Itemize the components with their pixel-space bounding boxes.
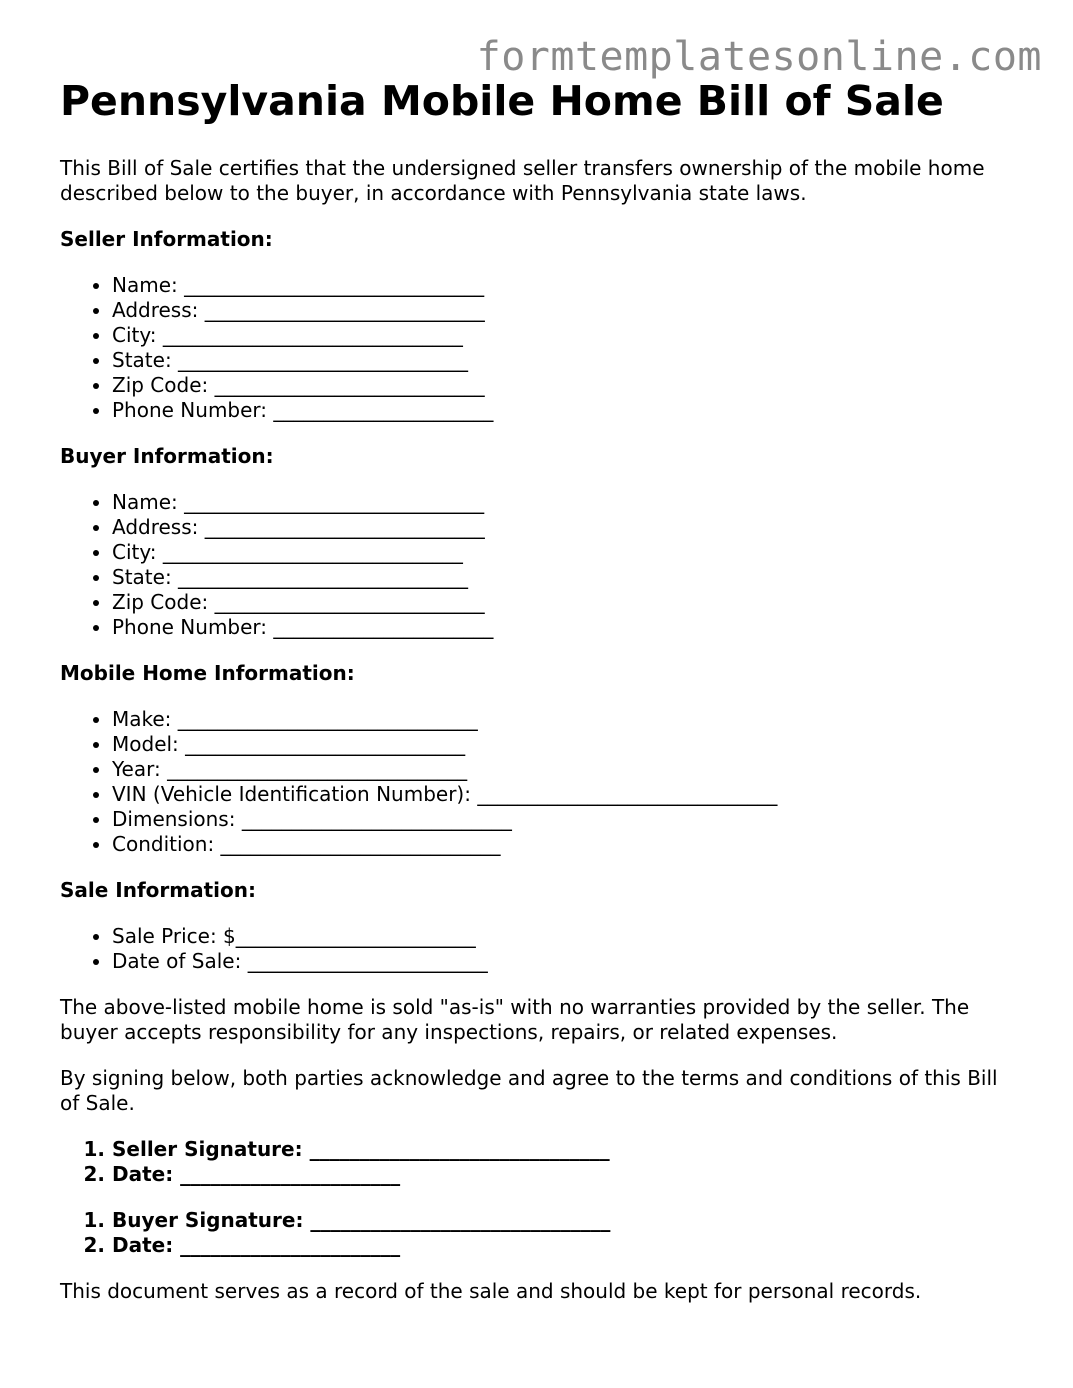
- seller-signature-list: [60, 1137, 1020, 1187]
- sale-price-field[interactable]: • Sale Price: $________________________: [112, 924, 1020, 949]
- intro-paragraph: This Bill of Sale certifies that the undersigned seller transfers ownership of the mobile home described below to the buyer, in accordance with Pennsylvania state laws.: [60, 156, 985, 205]
- seller-zip-field[interactable]: • Zip Code: ___________________________: [112, 373, 1020, 398]
- seller-fields-list: [60, 273, 1020, 423]
- sale-section-heading: Sale Information:: [60, 878, 256, 902]
- page-title: Pennsylvania Mobile Home Bill of Sale: [60, 77, 944, 125]
- buyer-signature-list: [60, 1208, 1020, 1258]
- buyer-name-field[interactable]: • Name: ______________________________: [112, 490, 1020, 515]
- buyer-zip-field[interactable]: • Zip Code: ___________________________: [112, 590, 1020, 615]
- seller-state-field[interactable]: • State: _____________________________: [112, 348, 1020, 373]
- condition-field[interactable]: • Condition: ____________________________: [112, 832, 1020, 857]
- as-is-paragraph: The above-listed mobile home is sold "as-is" with no warranties provided by the seller. The buyer accepts responsibility for any inspections, repairs, or related expenses.: [60, 995, 970, 1044]
- buyer-section-heading: Buyer Information:: [60, 444, 274, 468]
- mobile-home-section-heading: Mobile Home Information:: [60, 661, 355, 685]
- seller-section-heading: Seller Information:: [60, 227, 273, 251]
- seller-phone-field[interactable]: • Phone Number: ______________________: [112, 398, 1020, 423]
- seller-city-field[interactable]: • City: ______________________________: [112, 323, 1020, 348]
- buyer-city-field[interactable]: • City: ______________________________: [112, 540, 1020, 565]
- buyer-date-field[interactable]: 2. Date: ______________________: [112, 1233, 1020, 1258]
- year-field[interactable]: • Year: ______________________________: [112, 757, 1020, 782]
- buyer-signature-field[interactable]: 1. Buyer Signature: ______________________________: [112, 1208, 1020, 1233]
- seller-date-field[interactable]: 2. Date: ______________________: [112, 1162, 1020, 1187]
- buyer-address-field[interactable]: • Address: ____________________________: [112, 515, 1020, 540]
- buyer-phone-field[interactable]: • Phone Number: ______________________: [112, 615, 1020, 640]
- seller-name-field[interactable]: • Name: ______________________________: [112, 273, 1020, 298]
- sale-fields-list: [60, 924, 1020, 974]
- seller-signature-field[interactable]: 1. Seller Signature: ______________________________: [112, 1137, 1020, 1162]
- buyer-state-field[interactable]: • State: _____________________________: [112, 565, 1020, 590]
- closing-paragraph: This document serves as a record of the sale and should be kept for personal records.: [60, 1279, 922, 1303]
- acknowledge-paragraph: By signing below, both parties acknowledge and agree to the terms and conditions of this Bill of Sale.: [60, 1066, 998, 1115]
- vin-field[interactable]: • VIN (Vehicle Identification Number): ______________________________: [112, 782, 1020, 807]
- seller-address-field[interactable]: • Address: ____________________________: [112, 298, 1020, 323]
- buyer-fields-list: [60, 490, 1020, 640]
- mobile-home-fields-list: [60, 707, 1020, 857]
- document-page: [60, 75, 1020, 1304]
- model-field[interactable]: • Model: ____________________________: [112, 732, 1020, 757]
- sale-date-field[interactable]: • Date of Sale: ________________________: [112, 949, 1020, 974]
- watermark: formtemplatesonline.com: [476, 34, 1042, 80]
- dimensions-field[interactable]: • Dimensions: ___________________________: [112, 807, 1020, 832]
- make-field[interactable]: • Make: ______________________________: [112, 707, 1020, 732]
